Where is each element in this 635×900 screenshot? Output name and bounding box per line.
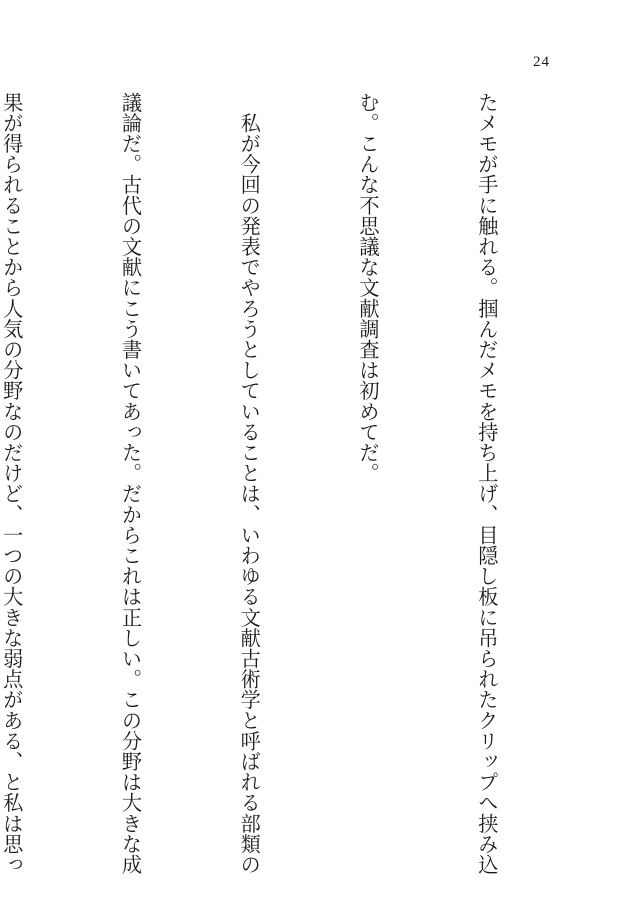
text-line: 私が今回の発表でやろうとしていることは、いわゆる文献古術学と呼ばれる部類の	[237, 92, 262, 875]
text-line: む。こんな不思議な文献調査は初めてだ。	[356, 92, 381, 484]
text-line: たメモが手に触れる。掴んだメモを持ち上げ、目隠し板に吊られたクリップへ挟み込	[474, 92, 499, 875]
body-text	[0, 92, 585, 875]
page-number: 24	[533, 54, 550, 70]
text-line: 議論だ。古代の文献にこう書いてあった。だからこれは正しい。この分野は大きな成	[118, 92, 143, 875]
text-line: 果が得られることから人気の分野なのだけど、一つの大きな弱点がある、と私は思っ	[0, 92, 24, 875]
